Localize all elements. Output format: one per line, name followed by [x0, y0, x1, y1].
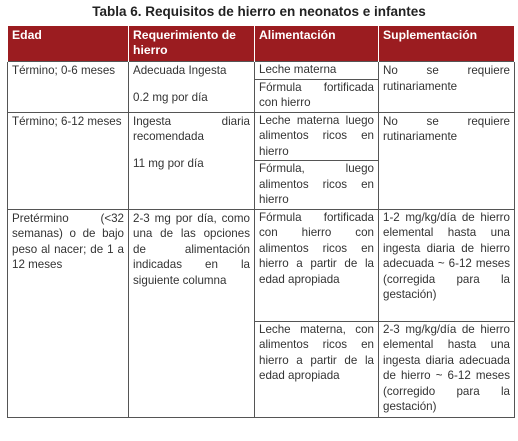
cell-requerimiento — [129, 62, 255, 113]
cell-edad: Pretérmino (<32 semanas) o de bajo peso al nacer; de 1 a 12 meses — [8, 209, 129, 417]
cell-requerimiento — [129, 112, 255, 209]
cell-requerimiento: 2-3 mg por día, como una de las opciones de alimentación indicadas en la siguiente columna — [129, 209, 255, 417]
suplementacion-option: 2-3 mg/kg/día de hierro elemental hasta una ingesta diaria adecuada de hierro ~ 6-12 meses (corregido para la gestación) — [379, 321, 514, 416]
alimentacion-option: Leche materna luego alimentos ricos en hierro — [259, 113, 374, 158]
requerimiento-value: 0.2 mg por día — [133, 90, 208, 104]
cell-alimentacion — [255, 209, 379, 417]
alimentacion-option: Leche materna, con alimentos ricos en hierro a partir de la edad apropiada — [255, 321, 378, 385]
alimentacion-option: Leche materna — [259, 63, 337, 76]
alimentacion-option: Fórmula fortificada con hierro — [255, 79, 378, 112]
table-header-row — [8, 26, 515, 62]
header-edad: Edad — [8, 26, 129, 62]
cell-suplementacion: No se requiere rutinariamente — [379, 112, 515, 209]
header-suplementacion: Suplementación — [379, 26, 515, 62]
cell-alimentacion — [255, 112, 379, 209]
iron-requirements-table — [7, 26, 514, 418]
suplementacion-option: 1-2 mg/kg/día de hierro elemental hasta una ingesta diaria de hierro adecuada ~ 6-12 meses (corregida para la gestación) — [383, 210, 510, 301]
requerimiento-label: Adecuada Ingesta — [133, 64, 227, 77]
alimentacion-option: Fórmula fortificada con hierro con alimentos ricos en hierro a partir de la edad apropiada — [259, 210, 374, 286]
cell-edad: Término; 0-6 meses — [8, 62, 129, 113]
cell-suplementacion: No se requiere rutinariamente — [379, 62, 515, 113]
cell-suplementacion — [379, 209, 515, 417]
cell-alimentacion — [255, 62, 379, 113]
cell-edad: Término; 6-12 meses — [8, 112, 129, 209]
table-title: Tabla 6. Requisitos de hierro en neonatos e infantes — [92, 4, 426, 19]
table-row — [8, 62, 515, 113]
alimentacion-option: Fórmula, luego alimentos ricos en hierro — [255, 160, 378, 209]
header-alimentacion: Alimentación — [255, 26, 379, 62]
table-row — [8, 209, 515, 417]
header-requerimiento: Requerimiento de hierro — [129, 26, 255, 62]
requerimiento-value: 11 mg por día — [133, 156, 204, 170]
table-row — [8, 112, 515, 209]
requerimiento-label: Ingesta diaria recomendada — [133, 114, 250, 143]
